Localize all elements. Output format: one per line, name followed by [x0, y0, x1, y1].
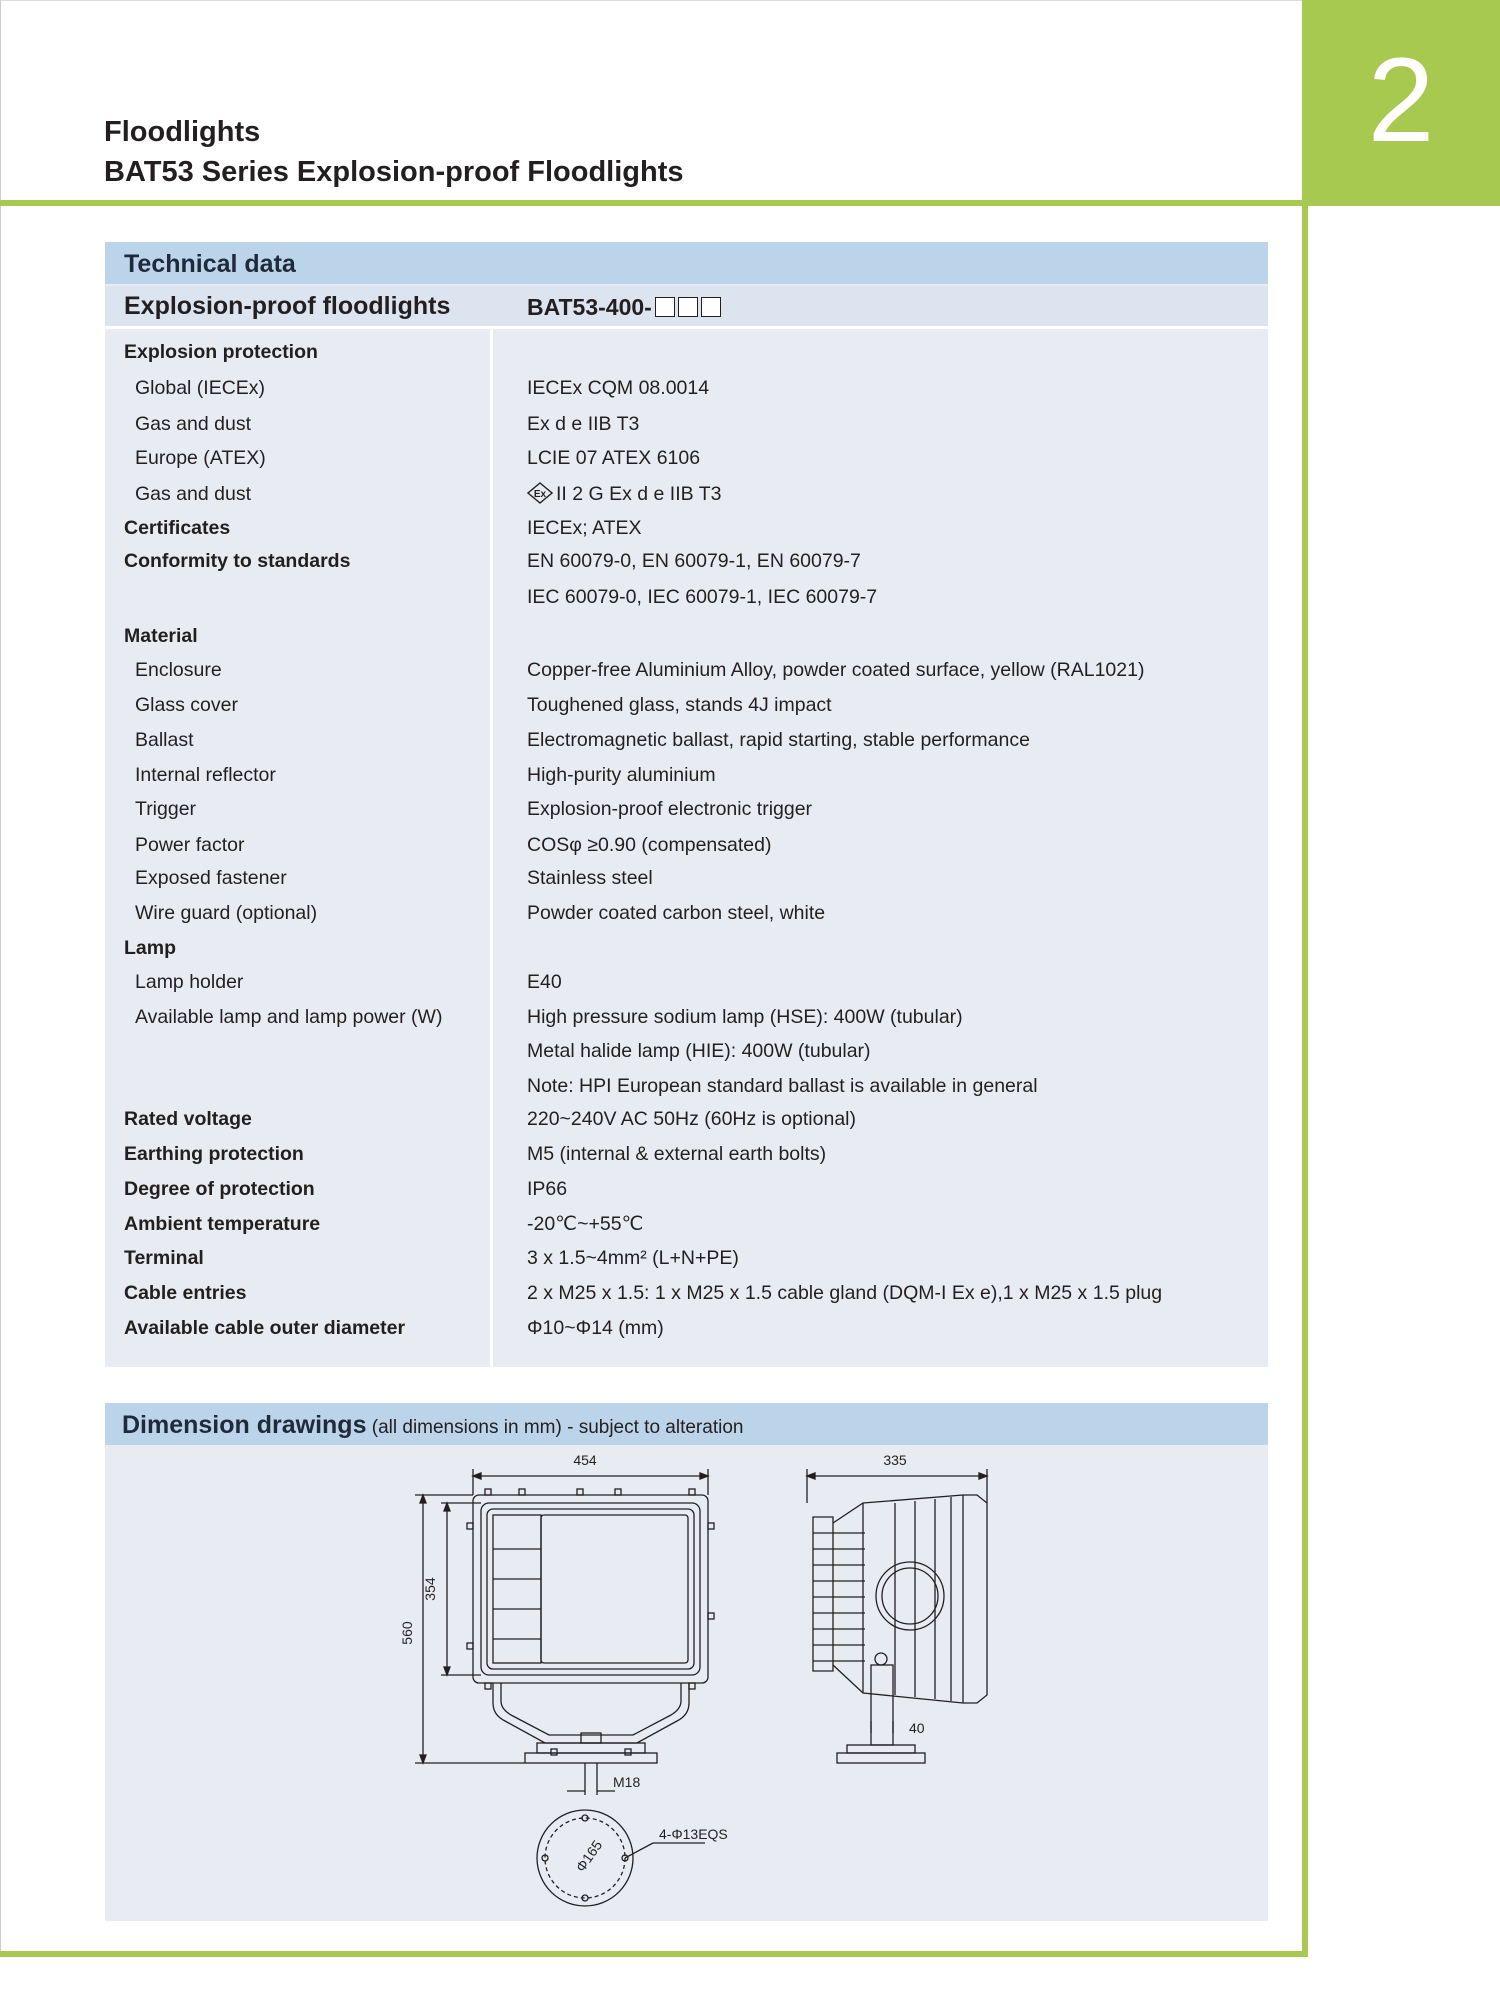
column-divider	[490, 329, 493, 1367]
spec-label: Glass cover	[135, 694, 238, 716]
spec-label: Available cable outer diameter	[124, 1317, 406, 1339]
spec-value: COSφ ≥0.90 (compensated)	[527, 834, 772, 856]
model-option-box	[655, 297, 675, 317]
page-left-border	[0, 0, 1, 1955]
spec-label: Earthing protection	[124, 1143, 304, 1165]
spec-label: Power factor	[135, 834, 245, 856]
spec-label: Material	[124, 625, 198, 647]
spec-value: E40	[527, 971, 562, 993]
spec-value: M5 (internal & external earth bolts)	[527, 1143, 827, 1165]
column-header	[105, 286, 1268, 326]
spec-value: EN 60079-0, EN 60079-1, EN 60079-7	[527, 550, 861, 572]
spec-value: 3 x 1.5~4mm² (L+N+PE)	[527, 1247, 739, 1269]
spec-value: IECEx; ATEX	[527, 517, 642, 539]
spec-label: Terminal	[124, 1247, 204, 1269]
spec-label: Certificates	[124, 517, 231, 539]
header-divider	[105, 326, 1268, 329]
model-code: BAT53-400-	[527, 294, 652, 320]
spec-label: Wire guard (optional)	[135, 902, 318, 924]
spec-value: IECEx CQM 08.0014	[527, 377, 710, 399]
chapter-number: 2	[1367, 33, 1435, 167]
page-title	[104, 112, 684, 192]
spec-label: Global (IECEx)	[135, 377, 266, 399]
spec-label: Enclosure	[135, 659, 222, 681]
spec-value: Electromagnetic ballast, rapid starting, stable performance	[527, 729, 1030, 751]
spec-value	[527, 482, 721, 506]
spec-value: IP66	[527, 1178, 568, 1200]
spec-value: Metal halide lamp (HIE): 400W (tubular)	[527, 1040, 871, 1062]
base-holes-label: 4-Φ13EQS	[659, 1826, 728, 1842]
spec-value-text: II 2 G Ex d e IIB T3	[556, 483, 722, 505]
spec-label: Rated voltage	[124, 1108, 252, 1130]
spec-value: Note: HPI European standard ballast is available in general	[527, 1075, 1038, 1097]
column-header-left: Explosion-proof floodlights	[124, 292, 451, 320]
spec-value: Stainless steel	[527, 867, 653, 889]
spec-value: -20℃~+55℃	[527, 1213, 644, 1235]
spec-value: High-purity aluminium	[527, 764, 716, 786]
spec-label: Lamp	[124, 937, 177, 959]
svg-text:Ex: Ex	[533, 489, 547, 500]
model-option-box	[701, 297, 721, 317]
spec-value: Φ10~Φ14 (mm)	[527, 1317, 664, 1339]
column-header-right	[527, 294, 721, 321]
technical-data-title: Technical data	[124, 250, 296, 278]
front-height-body-label: 354	[422, 1577, 438, 1601]
spec-value: Explosion-proof electronic trigger	[527, 798, 813, 820]
spec-value: LCIE 07 ATEX 6106	[527, 447, 701, 469]
side-view-drawing	[807, 1469, 987, 1763]
page-top-border	[0, 0, 1302, 1]
spec-label: Trigger	[135, 798, 197, 820]
title-series: BAT53 Series Explosion-proof Floodlights	[104, 156, 684, 188]
spec-label: Gas and dust	[135, 413, 251, 435]
spec-label: Degree of protection	[124, 1178, 315, 1200]
spec-value: Ex d e IIB T3	[527, 413, 640, 435]
spec-label: Gas and dust	[135, 483, 251, 505]
spec-label: Conformity to standards	[124, 550, 351, 572]
model-option-box	[678, 297, 698, 317]
front-width-label: 454	[573, 1452, 597, 1468]
spec-label: Europe (ATEX)	[135, 447, 266, 469]
base-diameter-label: Φ165	[572, 1837, 606, 1875]
front-height-total-label: 560	[399, 1621, 415, 1645]
spec-label: Available lamp and lamp power (W)	[135, 1006, 443, 1028]
dimension-drawings-panel	[105, 1403, 1268, 1921]
technical-data-header	[105, 242, 1268, 284]
spec-label: Internal reflector	[135, 764, 276, 786]
dimension-title-note: (all dimensions in mm) - subject to alteration	[366, 1417, 744, 1438]
header-rule	[0, 200, 1500, 206]
post-width-label: 40	[909, 1720, 925, 1736]
technical-data-panel	[105, 242, 1268, 1367]
spec-label: Lamp holder	[135, 971, 244, 993]
dimension-title-main: Dimension drawings	[122, 1411, 367, 1439]
dimension-drawing	[105, 1403, 1268, 1921]
spec-value: Copper-free Aluminium Alloy, powder coated surface, yellow (RAL1021)	[527, 659, 1145, 681]
spec-value: Toughened glass, stands 4J impact	[527, 694, 832, 716]
footer-rule	[0, 1951, 1308, 1957]
spec-label: Explosion protection	[124, 341, 318, 363]
atex-ex-icon	[527, 483, 556, 505]
spec-label: Ballast	[135, 729, 194, 751]
spec-value: IEC 60079-0, IEC 60079-1, IEC 60079-7	[527, 586, 878, 608]
title-category: Floodlights	[104, 116, 261, 148]
spec-value: 220~240V AC 50Hz (60Hz is optional)	[527, 1108, 856, 1130]
spec-value: 2 x M25 x 1.5: 1 x M25 x 1.5 cable gland (DQM-I Ex e),1 x M25 x 1.5 plug	[527, 1282, 1163, 1304]
side-depth-label: 335	[883, 1452, 907, 1468]
spec-label: Ambient temperature	[124, 1213, 321, 1235]
spec-label: Exposed fastener	[135, 867, 287, 889]
spec-value: Powder coated carbon steel, white	[527, 902, 826, 924]
bolt-size-label: M18	[613, 1774, 641, 1790]
spec-value: High pressure sodium lamp (HSE): 400W (tubular)	[527, 1006, 963, 1028]
right-rule	[1302, 200, 1308, 1955]
spec-label: Cable entries	[124, 1282, 247, 1304]
